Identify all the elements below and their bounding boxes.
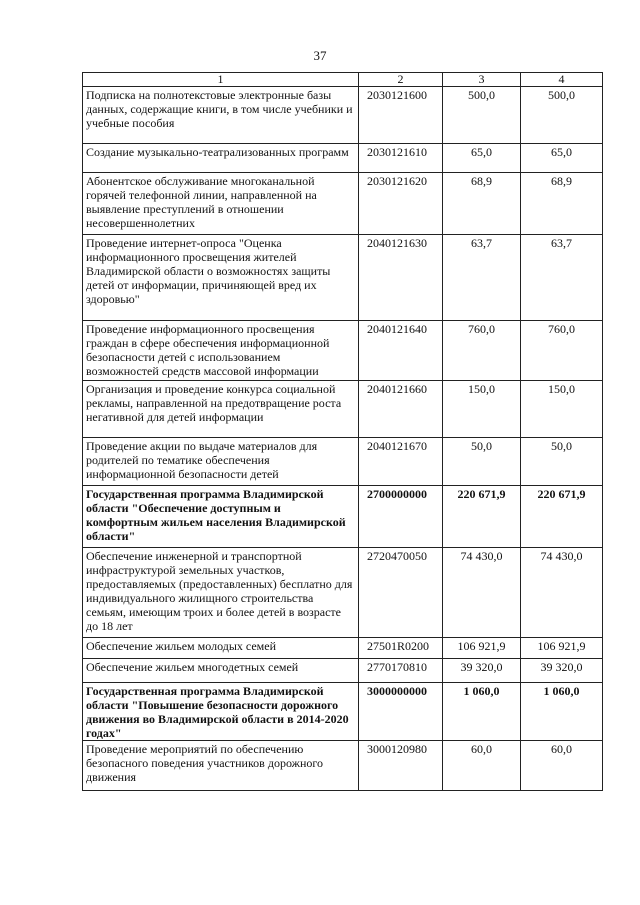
row-value-col3: 106 921,9 xyxy=(443,638,521,659)
row-value-col4: 760,0 xyxy=(521,321,603,381)
row-value-col4: 68,9 xyxy=(521,173,603,235)
row-code: 2030121600 xyxy=(359,87,443,144)
page-number: 37 xyxy=(313,48,327,63)
row-value-col3: 150,0 xyxy=(443,381,521,438)
table-row xyxy=(83,321,603,381)
budget-table xyxy=(82,72,603,791)
row-value-col3: 60,0 xyxy=(443,741,521,791)
row-value-col4: 39 320,0 xyxy=(521,659,603,683)
column-header: 1 xyxy=(83,73,359,87)
row-value-col3: 1 060,0 xyxy=(443,683,521,741)
row-value-col3: 74 430,0 xyxy=(443,548,521,638)
table-body xyxy=(83,87,603,791)
row-value-col4: 500,0 xyxy=(521,87,603,144)
row-name: Создание музыкально-театрализованных программ xyxy=(83,144,359,173)
row-value-col3: 220 671,9 xyxy=(443,486,521,548)
row-name: Организация и проведение конкурса социальной рекламы, направленной на предотвращение роста негативной для детей информации xyxy=(83,381,359,438)
table-row xyxy=(83,741,603,791)
row-code: 3000120980 xyxy=(359,741,443,791)
row-name: Проведение мероприятий по обеспечению безопасного поведения участников дорожного движения xyxy=(83,741,359,791)
row-name: Проведение информационного просвещения граждан в сфере обеспечения информационной безопасности детей с использованием возможностей средств массовой информации xyxy=(83,321,359,381)
row-code: 2720470050 xyxy=(359,548,443,638)
row-name: Проведение акции по выдаче материалов для родителей по тематике обеспечения информационной безопасности детей xyxy=(83,438,359,486)
row-code: 2040121660 xyxy=(359,381,443,438)
row-value-col3: 68,9 xyxy=(443,173,521,235)
row-name: Подписка на полнотекстовые электронные базы данных, содержащие книги, в том числе учебники и учебные пособия xyxy=(83,87,359,144)
row-value-col4: 60,0 xyxy=(521,741,603,791)
row-code: 2040121630 xyxy=(359,235,443,321)
table-row xyxy=(83,638,603,659)
row-value-col4: 1 060,0 xyxy=(521,683,603,741)
column-header: 4 xyxy=(521,73,603,87)
row-code: 2700000000 xyxy=(359,486,443,548)
table-row xyxy=(83,486,603,548)
row-code: 3000000000 xyxy=(359,683,443,741)
row-code: 2040121640 xyxy=(359,321,443,381)
row-value-col3: 760,0 xyxy=(443,321,521,381)
row-value-col3: 63,7 xyxy=(443,235,521,321)
row-name: Обеспечение жильем многодетных семей xyxy=(83,659,359,683)
table-row xyxy=(83,87,603,144)
row-value-col3: 50,0 xyxy=(443,438,521,486)
table-row xyxy=(83,381,603,438)
table-row xyxy=(83,173,603,235)
row-value-col4: 150,0 xyxy=(521,381,603,438)
table-row xyxy=(83,683,603,741)
table-row xyxy=(83,144,603,173)
row-value-col4: 220 671,9 xyxy=(521,486,603,548)
row-name: Обеспечение жильем молодых семей xyxy=(83,638,359,659)
row-value-col4: 74 430,0 xyxy=(521,548,603,638)
column-header: 2 xyxy=(359,73,443,87)
row-code: 2770170810 xyxy=(359,659,443,683)
column-header: 3 xyxy=(443,73,521,87)
row-name: Государственная программа Владимирской области "Обеспечение доступным и комфортным жильем населения Владимирской области" xyxy=(83,486,359,548)
row-code: 2030121610 xyxy=(359,144,443,173)
row-value-col4: 65,0 xyxy=(521,144,603,173)
row-name: Государственная программа Владимирской области "Повышение безопасности дорожного движения во Владимирской области в 2014-2020 годах" xyxy=(83,683,359,741)
row-value-col4: 63,7 xyxy=(521,235,603,321)
row-name: Абонентское обслуживание многоканальной горячей телефонной линии, направленной на выявление преступлений в отношении несовершеннолетних xyxy=(83,173,359,235)
row-value-col3: 65,0 xyxy=(443,144,521,173)
table-row xyxy=(83,659,603,683)
row-name: Обеспечение инженерной и транспортной инфраструктурой земельных участков, предоставляемых (предоставленных) бесплатно для индивидуального жилищного строительства семьям, имеющим троих и более детей в возрасте до 18 лет xyxy=(83,548,359,638)
table-row xyxy=(83,235,603,321)
row-code: 2040121670 xyxy=(359,438,443,486)
table-row xyxy=(83,548,603,638)
table-row xyxy=(83,438,603,486)
row-value-col3: 500,0 xyxy=(443,87,521,144)
row-value-col4: 50,0 xyxy=(521,438,603,486)
row-code: 27501R0200 xyxy=(359,638,443,659)
row-value-col4: 106 921,9 xyxy=(521,638,603,659)
row-value-col3: 39 320,0 xyxy=(443,659,521,683)
row-code: 2030121620 xyxy=(359,173,443,235)
row-name: Проведение интернет-опроса "Оценка информационного просвещения жителей Владимирской области о возможностях защиты детей от информации, причиняющей вред их здоровью" xyxy=(83,235,359,321)
table-header-row xyxy=(83,73,603,87)
